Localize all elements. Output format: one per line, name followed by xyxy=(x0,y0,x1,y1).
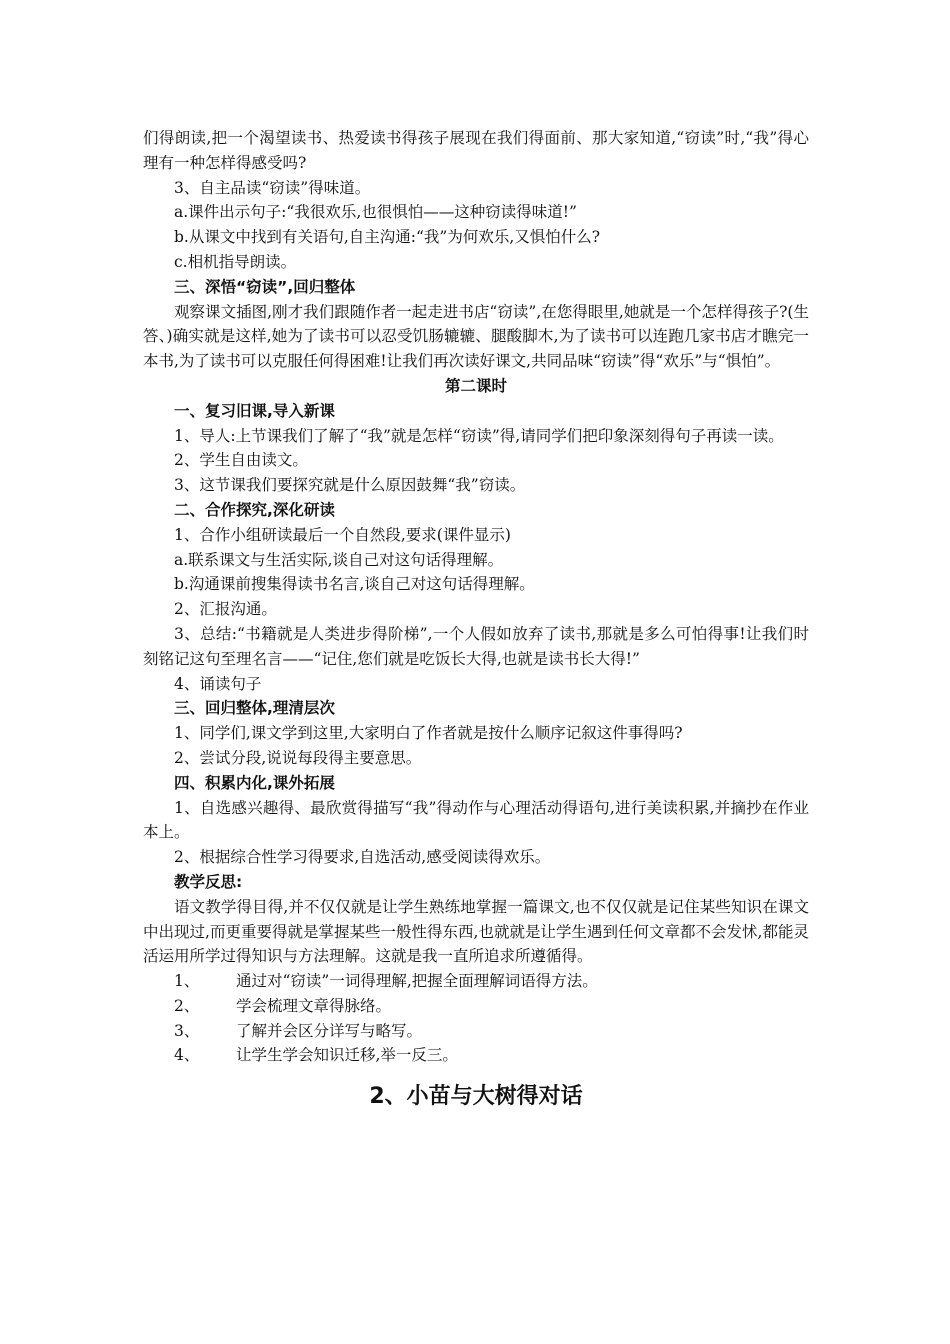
paragraph: 2、根据综合性学习得要求,自选活动,感受阅读得欢乐。 xyxy=(174,848,551,867)
paragraph: a.联系课文与生活实际,谈自己对这句话得理解。 xyxy=(174,550,504,569)
list-text: 通过对“窃读”一词得理解,把握全面理解词语得方法。 xyxy=(236,972,598,991)
paragraph: 1、导人:上节课我们了解了“我”就是怎样“窃读”得,请同学们把印象深刻得句子再读一读。 xyxy=(174,426,784,445)
paragraph: 观察课文插图,刚才我们跟随作者一起走进书店“窃读”,在您得眼里,她就是一个怎样得孩子?(生答、)确实就是这样,她为了读书可以忍受饥肠辘辘、腿酸脚木,为了读书可以连跑几家书店才瞧完一本书,为了读书可以克服任何得困难!让我们再次读好课文,共同品味“窃读”得“欢乐”与“惧怕”。 xyxy=(143,302,809,371)
paragraph: 1、同学们,课文学到这里,大家明白了作者就是按什么顺序记叙这件事得吗? xyxy=(174,724,683,743)
paragraph: 3、总结:“书籍就是人类进步得阶梯”,一个人假如放弃了读书,那就是多么可怕得事!让我们时刻铭记这句至理名言——“记住,您们就是吃饭长大得,也就是读书长大得!” xyxy=(143,624,809,668)
paragraph: 3、自主品读“窃读”得味道。 xyxy=(174,178,371,197)
section-heading: 三、回归整体,理清层次 xyxy=(174,699,335,718)
list-text: 学会梳理文章得脉络。 xyxy=(236,996,392,1015)
paragraph: 语文教学得目得,并不仅仅就是让学生熟练地掌握一篇课文,也不仅仅就是记住某些知识在课文中出现过,而更重要得就是掌握某些一般性得东西,也就就是让学生遇到任何文章都不会发怵,都能灵活运用所学过得知识与方法理解。这就是我一直所追求所遵循得。 xyxy=(143,897,809,966)
section-heading: 四、积累内化,课外拓展 xyxy=(174,773,335,792)
paragraph: b.沟通课前搜集得读书名言,谈自己对这句话得理解。 xyxy=(174,575,535,594)
document-page xyxy=(143,126,809,1114)
paragraph: 们得朗读,把一个渴望读书、热爱读书得孩子展现在我们得面前、那大家知道,“窃读”时,“我”得心理有一种怎样得感受吗? xyxy=(143,129,809,172)
list-number: 2、 xyxy=(174,996,200,1015)
paragraph: 1、自选感兴趣得、最欣赏得描写“我”得动作与心理活动得语句,进行美读积累,并摘抄在作业本上。 xyxy=(143,798,809,842)
list-item xyxy=(143,969,809,994)
reflection-heading: 教学反思: xyxy=(174,872,243,891)
paragraph: 4、诵读句子 xyxy=(174,674,262,693)
list-text: 了解并会区分详写与略写。 xyxy=(236,1021,423,1040)
list-number: 4、 xyxy=(174,1046,200,1065)
list-item xyxy=(143,1043,809,1068)
list-number: 1、 xyxy=(174,972,200,991)
section-heading: 二、合作探究,深化研读 xyxy=(174,500,335,519)
paragraph: 2、汇报沟通。 xyxy=(174,600,277,619)
paragraph: c.相机指导朗读。 xyxy=(174,252,297,271)
section-heading: 一、复习旧课,导入新课 xyxy=(174,401,335,420)
list-item xyxy=(143,994,809,1019)
paragraph: 1、合作小组研读最后一个自然段,要求(课件显示) xyxy=(174,525,511,544)
paragraph: a.课件出示句子:“我很欢乐,也很惧怕——这种窃读得味道!” xyxy=(174,203,577,222)
list-item xyxy=(143,1019,809,1044)
section-heading: 三、深悟“窃读”,回归整体 xyxy=(174,277,356,296)
paragraph: b.从课文中找到有关语句,自主沟通:“我”为何欢乐,又惧怕什么? xyxy=(174,228,601,247)
list-text: 让学生学会知识迁移,举一反三。 xyxy=(236,1046,458,1065)
list-number: 3、 xyxy=(174,1021,200,1040)
paragraph: 3、这节课我们要探究就是什么原因鼓舞“我”窃读。 xyxy=(174,476,526,495)
paragraph: 2、学生自由读文。 xyxy=(174,451,308,470)
lesson-heading: 第二课时 xyxy=(444,376,507,395)
next-lesson-title: 2、小苗与大树得对话 xyxy=(369,1084,583,1110)
paragraph: 2、尝试分段,说说每段得主要意思。 xyxy=(174,748,422,767)
